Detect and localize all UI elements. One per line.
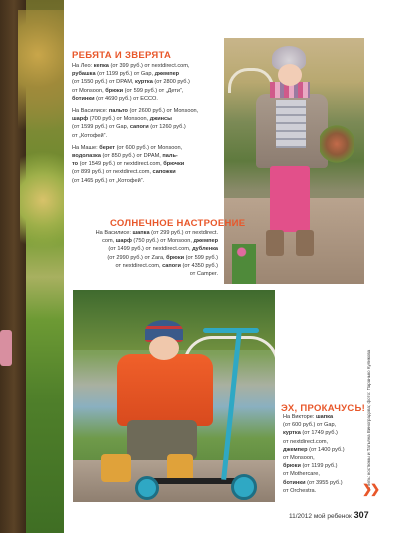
credit-line <box>82 229 218 237</box>
section-heading-sunny: СОЛНЕЧНОЕ НАСТРОЕНИЕ <box>110 218 246 229</box>
credit-text-ride <box>283 413 363 495</box>
pink-clothing-fragment <box>0 330 12 366</box>
item-detail: (от 600 руб.) от Monsoon, <box>115 144 183 151</box>
item-name: джемпер <box>154 71 180 78</box>
credit-line <box>283 479 363 487</box>
credit-line <box>82 254 218 262</box>
credit-line <box>72 107 222 115</box>
sweater-illustration <box>276 100 306 148</box>
item-name: сапоги <box>162 262 181 269</box>
item-name: куртка <box>283 430 301 437</box>
item-detail: (от 1260 руб.) <box>148 124 186 131</box>
credit-line <box>283 454 363 462</box>
item-detail: (от 299 руб.) от nextdirect. <box>149 230 218 236</box>
item-detail: На Викторе: <box>283 414 317 420</box>
item-detail: от nextdirect.com, <box>115 262 163 269</box>
item-name: дубленка <box>192 246 218 253</box>
credit-line <box>82 262 218 270</box>
credit-line <box>283 421 363 429</box>
item-detail: от Orchestra. <box>283 487 317 494</box>
magazine-name: мой ребенок <box>313 513 352 520</box>
credit-line <box>72 123 222 131</box>
credit-line <box>283 470 363 478</box>
item-detail: от Monsoon, <box>72 87 106 94</box>
credit-line <box>82 245 218 253</box>
credit-line <box>72 144 222 152</box>
credit-line <box>72 95 222 103</box>
item-name: ботинки <box>283 479 306 486</box>
item-name: шапка <box>132 230 150 236</box>
item-detail: На Маше: <box>72 144 100 151</box>
credit-line <box>72 152 222 160</box>
scooter-wheel-illustration <box>231 474 257 500</box>
item-name: брючки <box>163 161 185 168</box>
boot-illustration <box>101 454 131 482</box>
credit-text-sunny <box>82 229 218 278</box>
item-detail: (от 899 руб.) от nextdirect.com, <box>72 169 153 176</box>
pink-pants-illustration <box>270 166 310 232</box>
item-name: кепка <box>93 63 109 69</box>
item-detail: от nextdirect.com, <box>283 438 329 445</box>
next-page-arrow-icon: ❯❯ <box>362 482 379 496</box>
issue-number: 11/2012 <box>289 513 313 520</box>
item-detail: (от 4350 руб.) <box>180 262 218 269</box>
credit-line <box>72 132 222 140</box>
item-name: сапоги <box>129 124 149 131</box>
item-detail: (от 1749 руб.) <box>300 430 338 437</box>
item-detail: от „Котофей“. <box>72 132 108 139</box>
bridge-illustration <box>228 68 274 93</box>
boot-illustration <box>266 230 284 256</box>
photo-boy-on-scooter <box>73 290 275 502</box>
credit-line <box>283 438 363 446</box>
item-detail: com, <box>102 238 116 245</box>
item-name: куртка <box>135 79 153 86</box>
credit-line <box>72 87 222 95</box>
item-detail: (от 2600 руб.) от Monsoon, <box>127 108 199 115</box>
credit-line <box>82 270 218 278</box>
item-detail: (от 2990 руб.) от Zara, <box>107 254 167 261</box>
face-illustration <box>149 336 179 360</box>
credit-line <box>283 487 363 495</box>
left-edge-photo <box>0 0 64 533</box>
face-illustration <box>278 64 302 86</box>
credit-line <box>72 78 222 86</box>
item-detail: На Лео: <box>72 63 94 69</box>
item-name: пальто <box>108 108 128 115</box>
page-number: 307 <box>353 510 369 520</box>
item-name: джемпер <box>193 238 218 245</box>
item-name: рубашка <box>72 71 96 78</box>
item-detail: от Mothercare, <box>283 471 320 478</box>
item-detail: (от 1499 руб.) от nextdirect.com, <box>108 246 193 253</box>
section-heading-kids: РЕБЯТА И ЗВЕРЯТА <box>72 50 172 61</box>
item-name: паль- <box>162 153 178 160</box>
item-detail: (от 3955 руб.) <box>305 479 343 486</box>
item-detail: (от 399 руб.) от nextdirect.com, <box>108 63 190 69</box>
item-name: берет <box>99 144 116 151</box>
credit-line <box>283 413 363 421</box>
credit-line <box>283 446 363 454</box>
credit-line <box>82 237 218 245</box>
leaf-bouquet-illustration <box>320 124 354 164</box>
photo-credit-vertical: Стиль: костюмы и Татьяна Виноградова; фото: Паранько Куликова <box>366 349 371 490</box>
item-name: шапка <box>316 414 334 420</box>
credit-line <box>283 462 363 470</box>
item-name: то <box>72 161 79 168</box>
item-detail: (от 1199 руб.) <box>300 463 338 470</box>
item-name: водолазка <box>72 153 101 160</box>
item-detail: (от 1550 руб.) от DPAM, <box>72 79 136 86</box>
credit-line <box>72 62 222 70</box>
credit-line <box>72 168 222 176</box>
item-name: ботинки <box>72 95 95 102</box>
autumn-foliage <box>20 140 64 260</box>
credit-line <box>72 115 222 123</box>
credit-line <box>72 177 222 185</box>
item-detail: (от 2800 руб.) <box>152 79 190 86</box>
scooter-wheel-illustration <box>135 476 159 500</box>
item-name: сапожки <box>152 169 176 176</box>
item-detail: На Василисе: <box>95 230 133 236</box>
boot-illustration <box>296 230 314 256</box>
credit-line <box>283 429 363 437</box>
item-name: джемпер <box>283 446 308 453</box>
section-heading-ride: ЭХ, ПРОКАЧУСЬ! <box>281 403 366 414</box>
item-name: джинсы <box>149 116 172 123</box>
item-detail: (от 1465 руб.) от „Котофей“. <box>72 177 145 184</box>
credit-text-kids <box>72 62 222 185</box>
item-detail: (750 руб.) от Monsoon, <box>131 238 194 245</box>
item-detail: (от 1549 руб.) от nextdirect.com, <box>78 161 164 168</box>
item-detail: от Monsoon, <box>283 455 315 462</box>
item-name: брюки <box>283 463 301 470</box>
flower-illustration <box>232 244 256 284</box>
item-detail: На Василисе: <box>72 108 109 115</box>
item-detail: от Camper. <box>189 271 218 278</box>
page-footer <box>289 510 369 520</box>
photo-girl-in-park <box>224 38 364 284</box>
item-name: шарф <box>115 238 132 245</box>
orange-jacket-illustration <box>117 354 213 426</box>
item-detail: (от 599 руб.) от „Дети“, <box>123 87 184 94</box>
item-detail: (от 1400 руб.) <box>307 446 345 453</box>
item-name: шарф <box>72 116 89 123</box>
item-name: брюки <box>105 87 124 94</box>
credit-line <box>72 160 222 168</box>
credit-line <box>72 70 222 78</box>
item-detail: (от 600 руб.) от Gap, <box>283 422 337 429</box>
scooter-handle-illustration <box>203 328 259 333</box>
item-detail: (700 руб.) от Monsoon, <box>88 116 150 123</box>
item-detail: (от 1199 руб.) от Gap, <box>95 71 155 78</box>
item-name: брюки <box>166 254 185 261</box>
item-detail: (от 599 руб.) <box>184 254 218 261</box>
item-detail: (от 850 руб.) от DPAM, <box>100 153 163 160</box>
item-detail: (от 1599 руб.) от Gap, <box>72 124 130 131</box>
autumn-foliage <box>18 10 64 160</box>
item-detail: (от 4690 руб.) от ECCO. <box>94 95 158 102</box>
